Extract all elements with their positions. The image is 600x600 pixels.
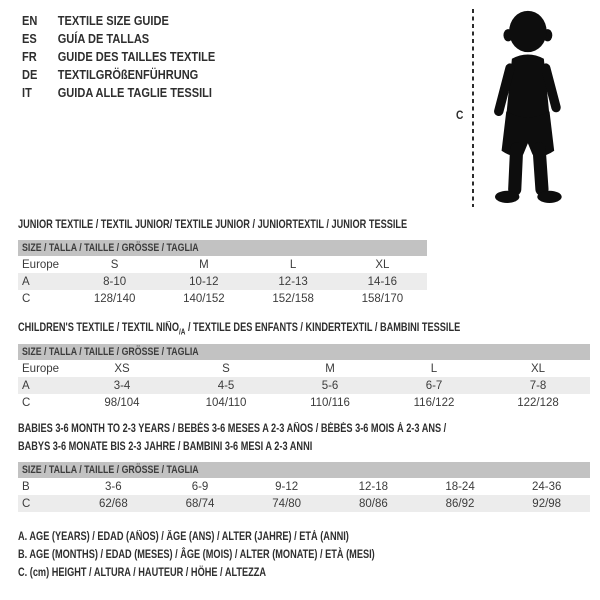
language-code: IT [22, 84, 32, 100]
language-code: FR [22, 48, 37, 64]
table-cell: 92/98 [532, 497, 562, 510]
table-cell: 7-8 [529, 379, 547, 392]
row-label: C [22, 292, 31, 305]
table-row-europe [18, 360, 590, 377]
row-label: Europe [22, 258, 60, 271]
section-title-line2: BABYS 3-6 MONATE BIS 2-3 JAHRE / BAMBINI 3-6 MESI A 2-3 ANNI [18, 441, 313, 453]
section-title-children [18, 319, 571, 341]
footnote-b: B. AGE (MONTHS) / EDAD (MESES) / ÂGE (MOIS) / ALTER (MONATE) / ETÀ (MESI) [18, 549, 375, 561]
title-part: CHILDREN'S TEXTILE / TEXTIL NIÑO [18, 322, 179, 334]
table-cell: L [430, 362, 438, 375]
language-title: GUIDA ALLE TAGLIE TESSILI [57, 84, 213, 100]
table-row-height [18, 495, 590, 512]
table-cell: 62/68 [98, 497, 128, 510]
size-header-label: SIZE / TALLA / TAILLE / GRÖSSE / TAGLIA [22, 346, 199, 358]
table-cell: 8-10 [103, 275, 127, 288]
table-cell: 110/116 [310, 396, 350, 409]
size-header-bar [18, 240, 427, 256]
table-cell: 5-6 [321, 379, 339, 392]
table-row-age [18, 273, 427, 290]
language-code: DE [22, 66, 38, 82]
table-row-height [18, 290, 427, 307]
table-cell: 122/128 [517, 396, 559, 409]
height-measure-line [471, 9, 475, 207]
language-title: GUÍA DE TALLAS [57, 30, 150, 46]
language-code: EN [22, 12, 38, 28]
table-cell: 12-13 [278, 275, 308, 288]
table-cell: 80/86 [358, 497, 388, 510]
junior-size-table [18, 240, 427, 307]
language-row-it [22, 83, 215, 101]
language-row-de [22, 65, 215, 83]
table-cell: 3-6 [105, 480, 122, 493]
section-title-text [18, 319, 460, 341]
table-cell: 18-24 [445, 480, 475, 493]
row-label: B [22, 480, 30, 493]
section-title-junior [18, 216, 504, 234]
table-cell: XL [375, 258, 390, 271]
language-row-es [22, 29, 215, 47]
table-cell: 116/122 [413, 396, 455, 409]
table-cell: 6-7 [425, 379, 443, 392]
table-cell: 68/74 [185, 497, 215, 510]
language-title: TEXTILGRÖßENFÜHRUNG [57, 66, 199, 82]
footnote-c: C. (cm) HEIGHT / ALTURA / HAUTEUR / HÖHE / ALTEZZA [18, 567, 267, 579]
section-title-text: JUNIOR TEXTILE / TEXTIL JUNIOR/ TEXTILE JUNIOR / JUNIORTEXTIL / JUNIOR TESSILE [18, 219, 408, 231]
row-label: C [22, 396, 31, 409]
language-list [22, 11, 215, 101]
table-cell: 152/158 [272, 292, 314, 305]
table-cell: 98/104 [104, 396, 140, 409]
table-cell: 9-12 [275, 480, 299, 493]
table-cell: 10-12 [189, 275, 219, 288]
height-marker-label: C [456, 108, 464, 122]
babies-size-table [18, 462, 590, 512]
size-header-label: SIZE / TALLA / TAILLE / GRÖSSE / TAGLIA [22, 242, 199, 254]
language-code: ES [22, 30, 37, 46]
table-cell: 3-4 [113, 379, 131, 392]
children-size-table [18, 344, 590, 411]
table-cell: 86/92 [445, 497, 475, 510]
size-header-bar [18, 344, 590, 360]
title-part: / TEXTILE DES ENFANTS / KINDERTEXTIL / BAMBINI TESSILE [185, 322, 461, 334]
table-cell: 128/140 [93, 292, 136, 305]
language-title: TEXTILE SIZE GUIDE [57, 12, 169, 28]
table-cell: 74/80 [272, 497, 302, 510]
section-title-line1: BABIES 3-6 MONTH TO 2-3 YEARS / BEBÉS 3-6 MESES A 2-3 AÑOS / BÉBÉS 3-6 MOIS À 2-3 ANS / [18, 423, 447, 435]
row-label: Europe [22, 362, 60, 375]
size-header-bar [18, 462, 590, 478]
footnote-a: A. AGE (YEARS) / EDAD (AÑOS) / ÂGE (ANS) / ALTER (JAHRE) / ETÀ (ANNI) [18, 531, 349, 543]
row-label: A [22, 275, 30, 288]
table-cell: 14-16 [367, 275, 398, 288]
table-cell: 104/110 [205, 396, 247, 409]
row-label: A [22, 379, 30, 392]
table-cell: S [110, 258, 119, 271]
language-row-en [22, 11, 215, 29]
row-label: C [22, 497, 31, 510]
table-cell: M [325, 362, 335, 375]
language-title: GUIDE DES TAILLES TEXTILE [57, 48, 216, 64]
size-header-label: SIZE / TALLA / TAILLE / GRÖSSE / TAGLIA [22, 464, 199, 476]
table-row-months [18, 478, 590, 495]
table-cell: XS [114, 362, 130, 375]
footnote-legend [18, 531, 375, 585]
table-row-height [18, 394, 590, 411]
table-cell: 140/152 [183, 292, 225, 305]
table-cell: 158/170 [361, 292, 404, 305]
baby-silhouette [479, 8, 573, 210]
table-cell: S [222, 362, 230, 375]
language-row-fr [22, 47, 215, 65]
table-cell: 24-36 [531, 480, 562, 493]
table-cell: M [199, 258, 209, 271]
section-title-babies [18, 420, 553, 456]
title-subscript: /A [178, 327, 186, 337]
table-cell: XL [530, 362, 546, 375]
table-cell: 4-5 [217, 379, 235, 392]
table-row-age [18, 377, 590, 394]
table-cell: 6-9 [191, 480, 209, 493]
table-cell: L [289, 258, 297, 271]
table-cell: 12-18 [358, 480, 389, 493]
table-row-europe [18, 256, 427, 273]
